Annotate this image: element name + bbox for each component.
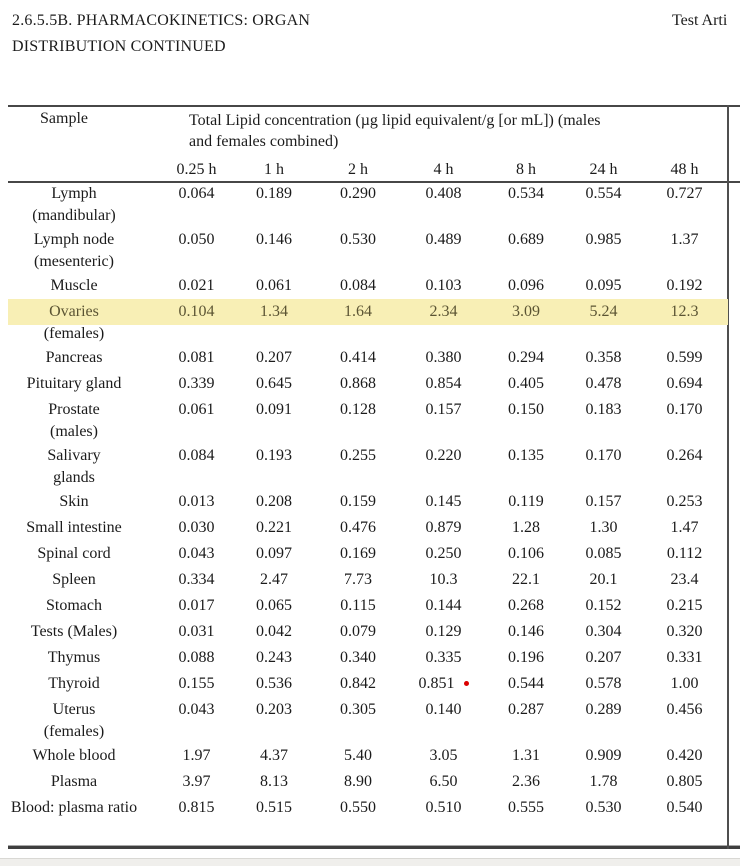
value-cell: 0.081 bbox=[178, 349, 215, 366]
time-header: 8 h bbox=[516, 161, 536, 178]
table-row bbox=[8, 515, 728, 541]
value-cell: 0.170 bbox=[585, 447, 622, 464]
value-cell: 0.017 bbox=[178, 597, 215, 614]
value-cell: 0.157 bbox=[425, 401, 462, 418]
value-cell: 3.05 bbox=[429, 747, 458, 764]
sample-label: Stomach bbox=[46, 597, 102, 614]
value-cell: 0.192 bbox=[666, 277, 703, 294]
value-cell: 0.339 bbox=[178, 375, 215, 392]
value-cell: 1.64 bbox=[315, 299, 401, 325]
value-cell: 8.90 bbox=[344, 773, 372, 790]
value-cell: 0.578 bbox=[585, 675, 622, 692]
value-cell: 0.084 bbox=[178, 447, 215, 464]
value-cell: 1.30 bbox=[589, 519, 618, 536]
empty-cell bbox=[160, 325, 728, 345]
value-cell: 0.064 bbox=[178, 185, 215, 202]
time-header: 48 h bbox=[670, 161, 699, 178]
value-cell: 0.456 bbox=[666, 701, 703, 718]
value-cell: 0.155 bbox=[178, 675, 215, 692]
value-cell: 0.079 bbox=[340, 623, 376, 640]
table-row bbox=[8, 397, 728, 423]
value-cell: 0.207 bbox=[256, 349, 292, 366]
value-cell: 0.119 bbox=[508, 493, 544, 510]
value-cell: 0.065 bbox=[256, 597, 292, 614]
value-cell: 22.1 bbox=[512, 571, 540, 588]
value-cell: 0.115 bbox=[340, 597, 376, 614]
table-row-continuation bbox=[8, 325, 728, 345]
value-cell: 0.331 bbox=[666, 649, 703, 666]
value-cell: 0.207 bbox=[585, 649, 622, 666]
value-cell: 0.268 bbox=[508, 597, 544, 614]
value-cell: 7.73 bbox=[344, 571, 372, 588]
empty-cell bbox=[160, 423, 728, 443]
table-header bbox=[8, 107, 728, 181]
value-cell: 0.253 bbox=[666, 493, 703, 510]
value-cell: 0.150 bbox=[508, 401, 544, 418]
table-row bbox=[8, 181, 728, 207]
value-cell: 0.554 bbox=[585, 185, 622, 202]
value-cell: 0.540 bbox=[666, 799, 703, 816]
table-row-continuation bbox=[8, 469, 728, 489]
value-cell: 0.183 bbox=[585, 401, 622, 418]
table-body bbox=[8, 181, 728, 821]
value-cell: 0.694 bbox=[666, 375, 703, 392]
table-row bbox=[8, 619, 728, 645]
value-cell: 0.146 bbox=[256, 231, 292, 248]
sample-label: Pituitary gland bbox=[26, 375, 122, 392]
value-cell: 0.408 bbox=[425, 185, 462, 202]
table-row bbox=[8, 769, 728, 795]
value-cell: 0.510 bbox=[425, 799, 462, 816]
value-cell: 0.250 bbox=[425, 545, 462, 562]
sample-label-continuation: (mandibular) bbox=[32, 207, 116, 224]
value-cell: 1.00 bbox=[670, 675, 699, 692]
value-cell: 0.203 bbox=[256, 701, 292, 718]
value-cell: 1.28 bbox=[512, 519, 540, 536]
value-cell: 0.050 bbox=[178, 231, 215, 248]
value-cell: 0.061 bbox=[256, 277, 292, 294]
value-cell: 0.414 bbox=[340, 349, 376, 366]
value-cell: 0.169 bbox=[340, 545, 376, 562]
value-cell: 0.294 bbox=[508, 349, 544, 366]
value-cell: 23.4 bbox=[670, 571, 699, 588]
value-cell: 0.112 bbox=[666, 545, 703, 562]
value-cell: 0.103 bbox=[425, 277, 462, 294]
empty-cell bbox=[160, 207, 728, 227]
value-cell: 0.645 bbox=[256, 375, 292, 392]
value-cell: 0.146 bbox=[508, 623, 544, 640]
value-cell: 0.208 bbox=[256, 493, 292, 510]
table-row bbox=[8, 489, 728, 515]
section-title bbox=[12, 8, 310, 60]
value-cell: 0.530 bbox=[340, 231, 376, 248]
value-cell: 0.140 bbox=[425, 701, 462, 718]
value-cell: 0.157 bbox=[585, 493, 622, 510]
highlighted-table-row bbox=[8, 299, 728, 325]
value-cell: 0.220 bbox=[425, 447, 462, 464]
sample-label: Skin bbox=[59, 493, 89, 510]
section-title-line1: 2.6.5.5B. PHARMACOKINETICS: ORGAN bbox=[12, 12, 311, 29]
value-cell: 0.555 bbox=[508, 799, 544, 816]
value-cell: 0.287 bbox=[508, 701, 544, 718]
time-header: 2 h bbox=[348, 161, 368, 178]
table-row-continuation bbox=[8, 723, 728, 743]
value-cell: 3.09 bbox=[486, 299, 566, 325]
value-cell: 0.043 bbox=[178, 545, 215, 562]
value-cell: 0.061 bbox=[178, 401, 215, 418]
time-header: 0.25 h bbox=[176, 161, 217, 178]
sample-label-continuation: (mesenteric) bbox=[34, 253, 114, 270]
empty-cell bbox=[160, 253, 728, 273]
value-cell: 2.36 bbox=[512, 773, 540, 790]
sample-label: Lymph node bbox=[33, 231, 115, 248]
table-row bbox=[8, 567, 728, 593]
value-cell: 0.334 bbox=[178, 571, 215, 588]
value-cell: 0.868 bbox=[340, 375, 376, 392]
value-cell: 0.358 bbox=[585, 349, 622, 366]
value-cell: 6.50 bbox=[429, 773, 458, 790]
sample-label: Blood: plasma ratio bbox=[10, 799, 138, 816]
value-cell: 0.152 bbox=[585, 597, 622, 614]
value-cell: 0.106 bbox=[508, 545, 544, 562]
table-row bbox=[8, 743, 728, 769]
value-cell: 0.304 bbox=[585, 623, 622, 640]
value-cell: 0.335 bbox=[425, 649, 462, 666]
value-cell: 0.255 bbox=[340, 447, 376, 464]
value-cell: 0.599 bbox=[666, 349, 703, 366]
sample-label-continuation: (females) bbox=[43, 325, 105, 342]
table-row-continuation bbox=[8, 253, 728, 273]
value-cell: 0.031 bbox=[178, 623, 215, 640]
red-dot-annotation bbox=[464, 681, 469, 686]
value-cell: 1.47 bbox=[670, 519, 699, 536]
value-cell: 0.043 bbox=[178, 701, 215, 718]
time-header: 24 h bbox=[589, 161, 618, 178]
value-cell: 0.727 bbox=[666, 185, 703, 202]
time-header-row bbox=[8, 160, 728, 181]
table-row bbox=[8, 443, 728, 469]
value-cell: 1.34 bbox=[233, 299, 315, 325]
sample-label: Whole blood bbox=[32, 747, 116, 764]
test-article-label: Test Arti bbox=[672, 12, 728, 29]
sample-label: Thyroid bbox=[48, 675, 100, 692]
value-cell: 0.305 bbox=[340, 701, 376, 718]
table-row bbox=[8, 593, 728, 619]
value-cell: 0.128 bbox=[340, 401, 376, 418]
table-bottom-rule bbox=[8, 846, 740, 849]
group-header-line1: Total Lipid concentration (µg lipid equivalent/g [or mL]) (males bbox=[189, 112, 601, 129]
value-cell: 10.3 bbox=[429, 571, 458, 588]
sample-label: Pancreas bbox=[45, 349, 103, 366]
value-cell: 0.985 bbox=[585, 231, 622, 248]
value-cell: 0.042 bbox=[256, 623, 292, 640]
sample-label: Plasma bbox=[50, 773, 98, 790]
table-row-continuation bbox=[8, 423, 728, 443]
empty-cell bbox=[160, 723, 728, 743]
pharmacokinetics-table bbox=[8, 107, 728, 821]
concentration-group-header bbox=[160, 107, 728, 160]
group-header-line2: and females combined) bbox=[189, 133, 339, 150]
value-cell: 0.193 bbox=[256, 447, 292, 464]
value-cell: 0.144 bbox=[425, 597, 462, 614]
value-cell: 0.096 bbox=[508, 277, 544, 294]
table-row bbox=[8, 541, 728, 567]
value-cell: 0.095 bbox=[585, 277, 622, 294]
value-cell: 0.013 bbox=[178, 493, 215, 510]
table-row bbox=[8, 697, 728, 723]
value-cell: 0.021 bbox=[178, 277, 215, 294]
value-cell: 8.13 bbox=[260, 773, 288, 790]
sample-label: Small intestine bbox=[26, 519, 122, 536]
sample-label-continuation: (males) bbox=[50, 423, 98, 440]
value-cell: 2.47 bbox=[260, 571, 288, 588]
value-cell: 0.530 bbox=[585, 799, 622, 816]
value-cell: 0.088 bbox=[178, 649, 215, 666]
value-cell: 0.170 bbox=[666, 401, 703, 418]
value-cell: 0.489 bbox=[425, 231, 462, 248]
sample-label: Salivary bbox=[47, 447, 101, 464]
value-cell: 0.159 bbox=[340, 493, 376, 510]
value-cell: 0.476 bbox=[340, 519, 376, 536]
table-row bbox=[8, 345, 728, 371]
table-row bbox=[8, 227, 728, 253]
sample-label: Muscle bbox=[50, 277, 98, 294]
value-cell: 0.879 bbox=[425, 519, 462, 536]
sample-column-header: Sample bbox=[40, 110, 88, 127]
value-cell: 0.380 bbox=[425, 349, 462, 366]
value-cell: 20.1 bbox=[589, 571, 618, 588]
value-cell: 2.34 bbox=[401, 299, 486, 325]
value-cell: 1.31 bbox=[512, 747, 540, 764]
table-row bbox=[8, 795, 728, 821]
value-cell: 0.805 bbox=[666, 773, 703, 790]
value-cell: 0.221 bbox=[256, 519, 292, 536]
value-cell: 0.320 bbox=[666, 623, 703, 640]
sample-label: Spinal cord bbox=[37, 545, 111, 562]
sample-label: Uterus bbox=[52, 701, 96, 718]
sample-label: Thymus bbox=[47, 649, 101, 666]
value-cell: 0.842 bbox=[340, 675, 376, 692]
value-cell: 0.851 bbox=[401, 671, 486, 697]
value-cell: 12.3 bbox=[641, 299, 728, 325]
value-cell: 0.854 bbox=[425, 375, 462, 392]
value-cell: 0.084 bbox=[340, 277, 376, 294]
sample-label: Tests (Males) bbox=[30, 623, 118, 640]
value-cell: 1.78 bbox=[589, 773, 618, 790]
empty-cell bbox=[160, 469, 728, 489]
value-cell: 0.129 bbox=[425, 623, 462, 640]
value-cell: 0.097 bbox=[256, 545, 292, 562]
table-row bbox=[8, 371, 728, 397]
time-header: 1 h bbox=[264, 161, 284, 178]
value-cell: 0.909 bbox=[585, 747, 622, 764]
value-cell: 0.550 bbox=[340, 799, 376, 816]
value-cell: 0.420 bbox=[666, 747, 703, 764]
value-cell: 0.215 bbox=[666, 597, 703, 614]
sample-label: Spleen bbox=[52, 571, 96, 588]
value-cell: 0.085 bbox=[585, 545, 622, 562]
value-cell: 0.544 bbox=[508, 675, 544, 692]
value-cell: 0.135 bbox=[508, 447, 544, 464]
value-cell: 0.689 bbox=[508, 231, 544, 248]
value-cell: 5.40 bbox=[344, 747, 372, 764]
sample-label-continuation: (females) bbox=[43, 723, 105, 740]
value-cell: 0.534 bbox=[508, 185, 544, 202]
page-edge bbox=[0, 858, 740, 866]
value-cell: 0.405 bbox=[508, 375, 544, 392]
value-cell: 0.478 bbox=[585, 375, 622, 392]
sample-label: Lymph bbox=[51, 185, 97, 202]
sample-label: Prostate bbox=[48, 401, 100, 418]
value-cell: 0.815 bbox=[178, 799, 215, 816]
value-cell: 0.536 bbox=[256, 675, 292, 692]
section-title-line2: DISTRIBUTION CONTINUED bbox=[12, 38, 226, 55]
value-cell: 0.290 bbox=[340, 185, 376, 202]
sample-label-continuation: glands bbox=[53, 469, 95, 486]
table-row bbox=[8, 273, 728, 299]
value-cell: 1.37 bbox=[670, 231, 699, 248]
value-cell: 0.030 bbox=[178, 519, 215, 536]
value-cell: 0.289 bbox=[585, 701, 622, 718]
table-row bbox=[8, 645, 728, 671]
value-cell: 0.189 bbox=[256, 185, 292, 202]
value-cell: 0.091 bbox=[256, 401, 292, 418]
value-cell: 0.243 bbox=[256, 649, 292, 666]
empty-header-cell bbox=[8, 160, 160, 181]
value-cell: 3.97 bbox=[182, 773, 211, 790]
table-row bbox=[8, 671, 728, 697]
value-cell: 0.340 bbox=[340, 649, 376, 666]
table-row-continuation bbox=[8, 207, 728, 227]
sample-label: Ovaries bbox=[8, 299, 160, 325]
time-header: 4 h bbox=[433, 161, 454, 178]
value-cell: 0.196 bbox=[508, 649, 544, 666]
value-cell: 1.97 bbox=[182, 747, 211, 764]
value-cell: 0.515 bbox=[256, 799, 292, 816]
value-cell: 5.24 bbox=[566, 299, 641, 325]
value-cell: 0.264 bbox=[666, 447, 703, 464]
value-cell: 0.145 bbox=[425, 493, 462, 510]
value-cell: 0.104 bbox=[160, 299, 233, 325]
value-cell: 4.37 bbox=[260, 747, 288, 764]
